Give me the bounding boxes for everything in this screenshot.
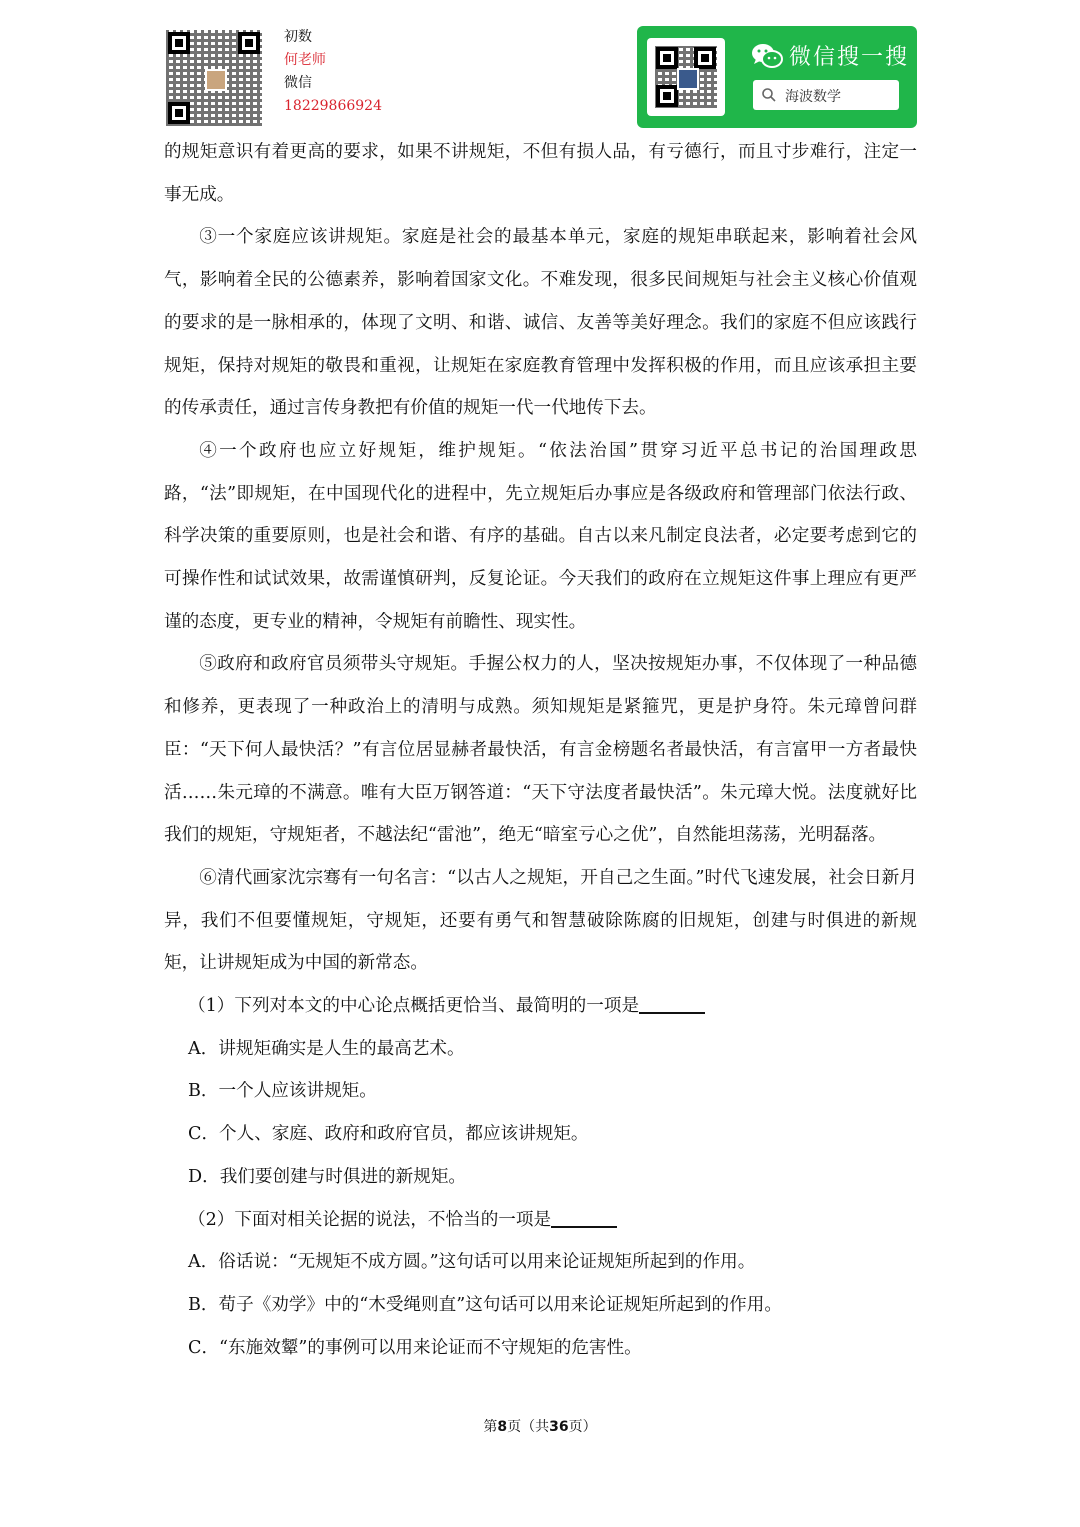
qr-finder — [238, 32, 260, 54]
answer-option: B．一个人应该讲规矩。 — [188, 1081, 377, 1102]
article-body — [164, 131, 917, 1369]
qr-finder — [656, 85, 678, 107]
wechat-search-text: 海波数学 — [785, 89, 841, 105]
search-icon — [761, 87, 777, 103]
answer-option: D．我们要创建与时俱进的新规矩。 — [188, 1166, 467, 1187]
contact-line-subject: 初数 — [284, 29, 312, 45]
paragraph: 的规矩意识有着更高的要求，如果不讲规矩，不但有损人品，有亏德行，而且寸步难行，注定一事无成。 — [164, 142, 917, 205]
badge-qr-frame — [647, 38, 725, 116]
page-middle: 页（共 — [507, 1419, 550, 1435]
page-number — [0, 1416, 1080, 1436]
answer-blank — [639, 992, 705, 1014]
question-stem-text: （1）下列对本文的中心论点概括更恰当、最简明的一项是 — [188, 996, 640, 1017]
paragraph: ⑥清代画家沈宗骞有一句名言：“以古人之规矩，开自己之生面。”时代飞速发展，社会日新月异，我们不但要懂规矩，守规矩，还要有勇气和智慧破除陈腐的旧规矩，创建与时俱进的新规矩，让讲规矩成为中国的新常态。 — [164, 867, 917, 974]
current-page: 8 — [497, 1419, 508, 1435]
answer-blank — [551, 1206, 617, 1228]
contact-phone: 18229866924 — [284, 98, 382, 114]
answer-option: C．个人、家庭、政府和政府官员，都应该讲规矩。 — [188, 1124, 589, 1145]
wechat-logo-icon — [751, 42, 783, 70]
qr-finder — [656, 47, 678, 69]
paragraph: ③一个家庭应该讲规矩。家庭是社会的最基本单元，家庭的规矩串联起来，影响着社会风气，影响着全民的公德素养，影响着国家文化。不难发现，很多民间规矩与社会主义核心价值观的要求的是一脉相承的，体现了文明、和谐、诚信、友善等美好理念。我们的家庭不但应该践行规矩，保持对规矩的敬畏和重视，让规矩在家庭教育管理中发挥积极的作用，而且应该承担主要的传承责任，通过言传身教把有价值的规矩一代一代地传下去。 — [164, 227, 917, 419]
qr-finder — [694, 47, 716, 69]
question-stem — [164, 985, 917, 1028]
qr-avatar — [677, 68, 699, 90]
paragraph: ⑤政府和政府官员须带头守规矩。手握公权力的人，坚决按规矩办事，不仅体现了一种品德和修养，更表现了一种政治上的清明与成熟。须知规矩是紧箍咒，更是护身符。朱元璋曾问群臣：“天下何人最快活？”有言位居显赫者最快活，有言金榜题名者最快活，有言富甲一方者最快活……朱元璋的不满意。唯有大臣万钢答道：“天下守法度者最快活”。朱元璋大悦。法度就好比我们的规矩，守规矩者，不越法纪“雷池”，绝无“暗室亏心之优”，自然能坦荡荡，光明磊落。 — [164, 654, 917, 846]
contact-teacher-name: 何老师 — [284, 52, 326, 68]
total-pages: 36 — [549, 1419, 569, 1435]
badge-qr-code — [655, 46, 717, 108]
page-prefix: 第 — [483, 1419, 498, 1435]
qr-avatar — [205, 69, 227, 91]
qr-finder — [168, 102, 190, 124]
answer-option: B．荀子《劝学》中的“木受绳则直”这句话可以用来论证规矩所起到的作用。 — [188, 1294, 782, 1315]
wechat-search-badge — [637, 26, 917, 128]
answer-option: C．“东施效颦”的事例可以用来论证而不守规矩的危害性。 — [188, 1337, 642, 1358]
contact-line-wechat: 微信 — [284, 75, 312, 91]
page-suffix: 页） — [568, 1419, 597, 1435]
wechat-badge-title: 微信搜一搜 — [789, 45, 910, 70]
question-stem — [164, 1199, 917, 1242]
answer-option: A．讲规矩确实是人生的最高艺术。 — [188, 1038, 465, 1059]
question-stem-text: （2）下面对相关论据的说法，不恰当的一项是 — [188, 1209, 552, 1230]
contact-info — [284, 26, 382, 118]
qr-finder — [168, 32, 190, 54]
paragraph: ④一个政府也应立好规矩，维护规矩。“依法治国”贯穿习近平总书记的治国理政思路，“法”即规矩，在中国现代化的进程中，先立规矩后办事应是各级政府和管理部门依法行政、科学决策的重要原则，也是社会和谐、有序的基础。自古以来凡制定良法者，必定要考虑到它的可操作性和试试效果，故需谨慎研判，反复论证。今天我们的政府在立规矩这件事上理应有更严谨的态度，更专业的精神，令规矩有前瞻性、现实性。 — [164, 440, 917, 632]
wechat-search-box — [753, 80, 899, 110]
contact-qr-code — [166, 30, 262, 126]
answer-option: A．俗话说：“无规矩不成方圆。”这句话可以用来论证规矩所起到的作用。 — [188, 1252, 756, 1273]
